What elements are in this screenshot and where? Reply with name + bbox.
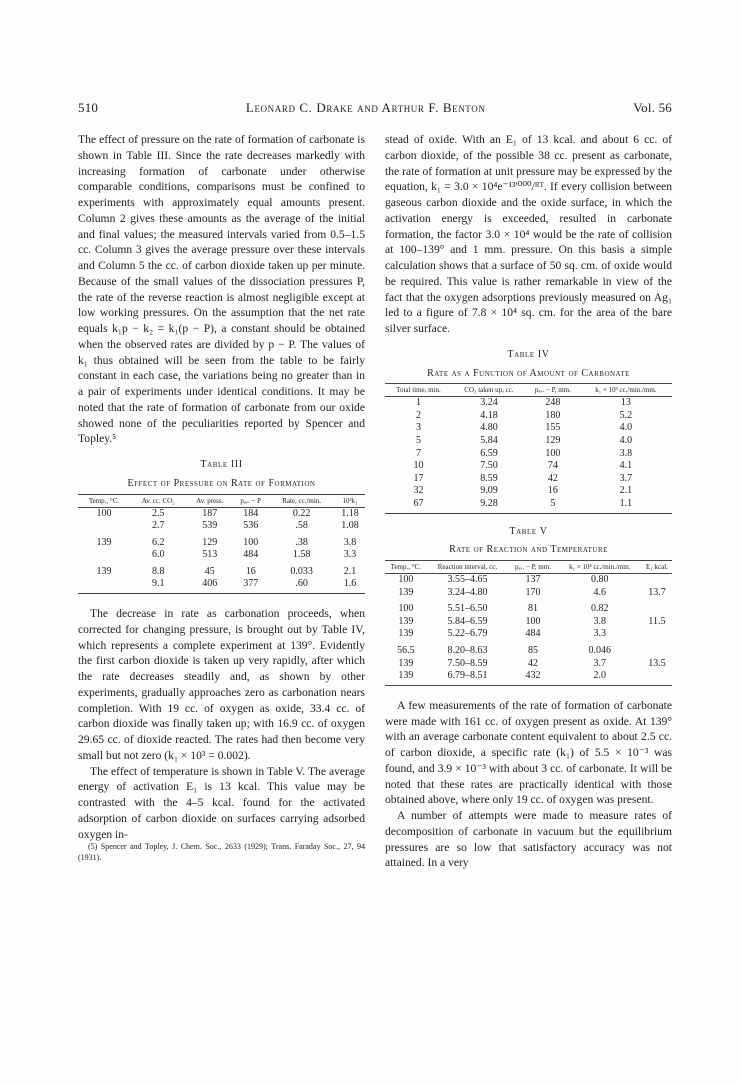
table-4 — [385, 383, 672, 513]
table-cell — [78, 549, 130, 562]
table-row — [385, 397, 672, 410]
column-header: pₐᵥ. − P, mm. — [534, 386, 571, 395]
table-cell: 3.8 — [619, 447, 633, 459]
table-row — [78, 562, 365, 579]
column-header: Av. press. — [196, 496, 224, 505]
table-cell: 484 — [525, 628, 541, 640]
table-cell: 8.8 — [151, 565, 165, 577]
table-cell: 5.84 — [480, 435, 498, 447]
table-cell: 6.0 — [151, 549, 165, 561]
table-row — [385, 448, 672, 461]
table-cell: 100 — [398, 574, 414, 586]
table-row — [78, 549, 365, 562]
table-cell — [642, 641, 672, 658]
table-caption: Table IV — [507, 348, 550, 360]
table-cell: 13.5 — [648, 657, 666, 669]
table-cell: 187 — [202, 507, 218, 519]
table-cell: 3.7 — [619, 472, 633, 484]
table-cell: 81 — [527, 603, 538, 615]
column-header: Temp., °C. — [390, 563, 421, 572]
table-title: Rate as a Function of Amount of Carbonate — [427, 367, 630, 379]
table-cell: 42 — [547, 472, 558, 484]
table-cell: 484 — [243, 549, 259, 561]
table-row — [385, 410, 672, 423]
table-row — [385, 485, 672, 498]
paragraph: A few measurements of the rate of formation of carbonate were made with 161 cc. of oxygen present as oxide. At 139° with an average carbonate content equivalent to about 2.5 cc. of carbon dioxide, a specific rate (k₁) of 5.5 × 10⁻³ was found, and 3.9 × 10⁻³ with about 3 cc. of carbonate. It will be noted that these rates are practically identical with those obtained above, where only 19 cc. of oxygen was present. — [385, 698, 672, 807]
table-cell: 4.1 — [619, 460, 633, 472]
table-cell — [642, 574, 672, 587]
page-number: 510 — [78, 100, 99, 115]
table-cell: 406 — [202, 578, 218, 590]
column-header: E₁ kcal. — [646, 563, 668, 572]
table-cell — [642, 599, 672, 616]
left-column — [78, 132, 365, 863]
table-cell: 129 — [545, 435, 561, 447]
table-cell: 139 — [96, 565, 112, 577]
volume-label: Vol. 56 — [633, 100, 672, 115]
footnote: (5) Spencer and Topley, J. Chem. Soc., 2633 (1929); Trans. Faraday Soc., 27, 94 (1931). — [78, 842, 365, 862]
table-cell: 8.59 — [480, 472, 498, 484]
paragraph: A number of attempts were made to measure rates of decomposition of carbonate in vacuum but the equilibrium pressures are so low that satisfactory accuracy was not attained. In a very — [385, 809, 672, 870]
table-cell: 13 — [620, 397, 631, 409]
table-cell: 3.55–4.65 — [447, 574, 488, 586]
table-cell — [78, 520, 130, 533]
table-cell: 5 — [415, 435, 421, 447]
table-cell: 9.1 — [151, 578, 165, 590]
table-row — [78, 520, 365, 533]
table-cell: 9.09 — [480, 485, 498, 497]
table-cell: 536 — [243, 520, 259, 532]
table-caption: Table V — [509, 525, 548, 537]
table-cell: 139 — [398, 657, 414, 669]
paragraph: stead of oxide. With an E₁ of 13 kcal. and about 6 cc. of carbon dioxide, of the possible 38 cc. present as carbonate, the rate of formation at unit pressure may be expressed by the equation, k₁ = 3.0 × 10⁴e⁻¹³'⁰⁰⁰/ᴿᵀ. If every collision between gaseous carbon dioxide and the oxide surface, in which the activation energy is exceeded, resulted in carbonate formation, the factor 3.0 × 10⁴ would be the rate of collision at 100–139° and 1 mm. pressure. On this basis a simple calculation shows that a surface of 50 sq. cm. of oxide would be required. This value is rather remarkable in view of the fact that the oxygen adsorptions previously measured on Ag₁ led to a figure of 7.8 × 10⁴ sq. cm. for the area of the bare silver surface. — [385, 133, 672, 335]
table-row — [385, 658, 672, 671]
table-cell: 4.80 — [480, 422, 498, 434]
table-cell: 2.1 — [619, 485, 633, 497]
table-cell — [642, 628, 672, 641]
table-cell: 3 — [415, 422, 421, 434]
table-cell: 5.84–6.59 — [447, 615, 488, 627]
table-row — [385, 422, 672, 435]
column-header: Temp., °C. — [88, 496, 120, 505]
table-row — [78, 578, 365, 593]
table-cell: 100 — [398, 603, 414, 615]
table-cell: 248 — [545, 397, 561, 409]
table-cell: 5 — [550, 498, 556, 509]
column-header: Total time, min. — [396, 386, 441, 395]
table-title: Rate of Reaction and Temperature — [449, 544, 608, 556]
table-cell: 1.58 — [292, 549, 311, 561]
table-cell: 10 — [413, 460, 424, 472]
table-cell: 100 — [96, 507, 112, 519]
table-row — [385, 473, 672, 486]
table-cell: 3.24–4.80 — [447, 586, 488, 598]
table-cell: 67 — [413, 498, 424, 509]
table-row — [385, 670, 672, 685]
table-cell: 2.7 — [151, 520, 165, 532]
table-cell: 74 — [547, 460, 558, 472]
paragraph: The decrease in rate as carbonation proceeds, when corrected for changing pressure, is brought out by Table IV, which represents a complete experiment at 139°. Evidently the first carbon dioxide is taken up very rapidly, after which the rate decreases steadily and, as shown by other experiments, gradually approaches zero as carbonation nears completion. With 19 cc. of oxygen as oxide, 33.4 cc. of carbon dioxide was finally taken up; with 16.9 cc. of oxygen 29.65 cc. of dioxide reacted. The rates had then become very small but not zero (k₁ × 10³ = 0.002). — [78, 607, 365, 762]
table-cell: 7.50 — [480, 460, 498, 472]
table-cell: 1.1 — [619, 498, 633, 509]
table-cell: 5.51–6.50 — [447, 603, 488, 615]
table-cell: 56.5 — [397, 645, 415, 657]
table-cell: 85 — [527, 645, 538, 657]
table-cell: 0.046 — [588, 645, 612, 657]
table-cell: 155 — [545, 422, 561, 434]
table-cell: 2.1 — [343, 565, 357, 577]
table-cell: 2.5 — [151, 507, 165, 519]
table-cell: 3.8 — [343, 536, 357, 548]
column-header: k₁ × 10³ cc./min./mm. — [569, 563, 631, 572]
column-header: Av. cc. CO₂ — [141, 496, 175, 505]
table-cell: 170 — [525, 586, 541, 598]
table-cell: 4.18 — [480, 409, 498, 421]
table-cell — [78, 578, 130, 593]
table-cell: 7 — [415, 447, 421, 459]
table-cell: .38 — [295, 536, 308, 548]
column-header: pₐᵥ. − P — [240, 496, 261, 505]
table-cell: 139 — [398, 670, 414, 682]
table-cell: 3.8 — [593, 615, 607, 627]
table-row — [385, 460, 672, 473]
table-cell: 1.18 — [341, 507, 359, 519]
table-3 — [78, 494, 365, 595]
table-cell: 0.80 — [591, 574, 609, 586]
table-cell: 2.0 — [593, 670, 607, 682]
table-cell: 4.6 — [593, 586, 607, 598]
table-cell: 3.7 — [593, 657, 607, 669]
table-cell: 13.7 — [648, 586, 666, 598]
table-row — [385, 435, 672, 448]
table-cell: 1.08 — [341, 520, 359, 532]
table-cell: 100 — [243, 536, 259, 548]
table-cell: 139 — [398, 586, 414, 598]
table-cell: 5.22–6.79 — [447, 628, 488, 640]
table-cell: 377 — [243, 578, 259, 590]
table-cell: 139 — [398, 628, 414, 640]
table-cell: 3.3 — [343, 549, 357, 561]
column-header: CO₂ taken up, cc. — [464, 386, 514, 395]
table-cell: 6.2 — [151, 536, 165, 548]
table-cell: 139 — [398, 615, 414, 627]
table-cell: 9.28 — [480, 498, 498, 509]
table-cell: 1.6 — [343, 578, 357, 590]
right-column — [385, 132, 672, 871]
table-cell: 137 — [525, 574, 541, 586]
table-caption: Table III — [200, 459, 243, 470]
table-cell: 0.82 — [591, 603, 609, 615]
table-cell: 7.50–8.59 — [447, 657, 488, 669]
table-header-row — [78, 494, 365, 507]
table-cell: 16 — [245, 565, 256, 577]
table-5 — [385, 560, 672, 686]
table-cell: 539 — [202, 520, 218, 532]
table-cell: 8.20–8.63 — [447, 645, 488, 657]
column-header: k₁ × 10³ cc./min./mm. — [595, 386, 657, 395]
paragraph: The effect of temperature is shown in Table V. The average energy of activation E₁ is 13 kcal. This value may be contrasted with the 4–5 kcal. found for the activated adsorption of carbon dioxide on surfaces carrying adsorbed oxygen in- — [78, 764, 365, 841]
table-header-row — [385, 384, 672, 397]
paragraph: The effect of pressure on the rate of formation of carbonate is shown in Table III. Since the rate decreases markedly with increasing formation of carbonate under otherwise comparable conditions, comparisons must be confined to experiments with approximately equal amounts present. Column 2 gives these amounts as the average of the initial and final values; the measured intervals varied from 0.5–1.5 cc. Column 3 gives the average pressure over these intervals and Column 5 the cc. of carbon dioxide taken up per minute. Because of the small values of the dissociation pressures P, the rate of the reverse reaction is almost negligible except at low working pressures. On the assumption that the net rate equals k₁p − k₂ = k₁(p − P), a constant should be obtained when the observed rates are divided by p − P. The values of k₁ thus obtained will be seen from the table to be fairly constant in each case, the variations being no greater than in a pair of experiments under identical conditions. It may be noted that the rate of formation of carbonate from our oxide showed none of the peculiarities reported by Spencer and Topley.⁵ — [78, 133, 365, 446]
column-header: Reaction interval, cc. — [437, 563, 498, 572]
column-header: Rate, cc./min. — [282, 496, 322, 505]
table-cell: 6.59 — [480, 447, 498, 459]
table-title: Effect of Pressure on Rate of Formation — [127, 477, 316, 489]
table-row — [385, 587, 672, 600]
table-cell: 16 — [547, 485, 558, 497]
table-cell: .60 — [295, 578, 308, 590]
table-row — [385, 628, 672, 641]
table-row — [385, 574, 672, 587]
running-title: Leonard C. Drake and Arthur F. Benton — [245, 100, 486, 115]
table-cell: 45 — [204, 565, 215, 577]
table-cell: 11.5 — [648, 615, 666, 627]
table-cell: 4.0 — [619, 435, 633, 447]
table-cell: 4.0 — [619, 422, 633, 434]
table-cell: 5.2 — [619, 409, 633, 421]
table-cell: 513 — [202, 549, 218, 561]
table-cell: 184 — [243, 507, 259, 519]
table-cell: 0.22 — [292, 507, 311, 519]
table-cell: 6.79–8.51 — [447, 670, 488, 682]
table-row — [78, 507, 365, 520]
table-cell: 129 — [202, 536, 218, 548]
table-cell: 100 — [545, 447, 561, 459]
table-row — [385, 616, 672, 629]
table-cell: 0.033 — [290, 565, 313, 577]
table-cell: 1 — [415, 397, 421, 409]
table-cell: 2 — [415, 409, 421, 421]
column-header: pₐᵥ. − P, mm. — [515, 563, 551, 572]
table-cell: 3.3 — [593, 628, 607, 640]
table-header-row — [385, 561, 672, 574]
table-cell: 180 — [545, 409, 561, 421]
table-cell — [642, 670, 672, 685]
table-cell: 42 — [527, 657, 538, 669]
table-row — [385, 599, 672, 616]
table-cell: 432 — [525, 670, 541, 682]
table-cell: 32 — [413, 485, 424, 497]
running-header — [78, 100, 672, 116]
table-row — [78, 533, 365, 550]
table-cell: 100 — [525, 615, 541, 627]
table-row — [385, 641, 672, 658]
table-row — [385, 498, 672, 513]
column-header: 10³k₁ — [342, 496, 358, 505]
table-cell: .58 — [295, 520, 308, 532]
table-cell: 17 — [413, 472, 424, 484]
table-cell: 3.24 — [480, 397, 498, 409]
table-cell: 139 — [96, 536, 112, 548]
